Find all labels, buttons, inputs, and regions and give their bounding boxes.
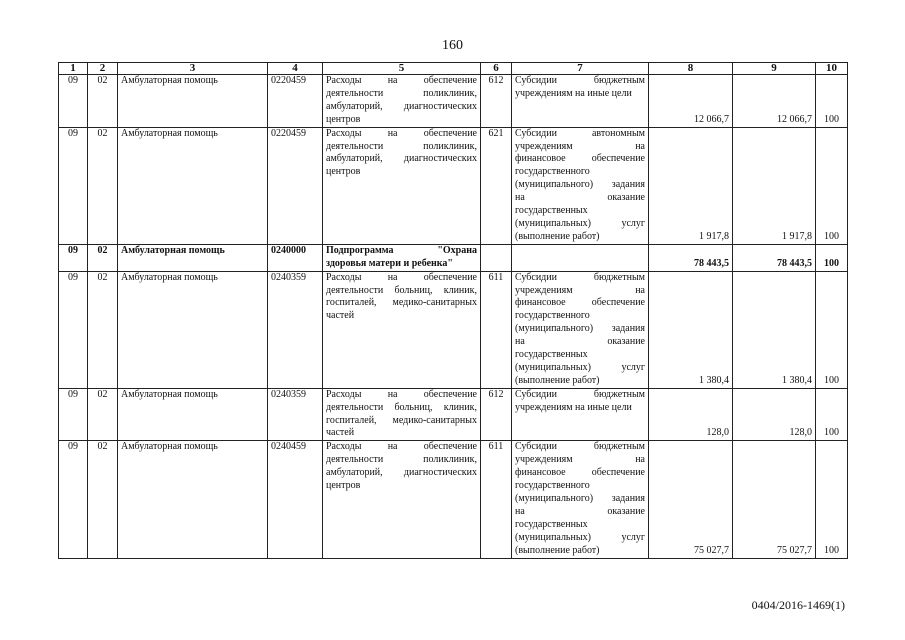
target-article-name-line: здоровья матери и ребенка" xyxy=(326,257,453,269)
target-article-name xyxy=(323,271,481,388)
planned-amount: 128,0 xyxy=(649,388,733,441)
expense-type-name-line: Субсидии бюджетным xyxy=(515,75,645,86)
table-row xyxy=(59,388,848,441)
expense-type-name-line: (муниципального) задания xyxy=(515,179,645,191)
expense-type-name-line: Субсидии бюджетным xyxy=(515,271,645,283)
target-article-name-line: Подпрограмма "Охрана xyxy=(326,244,477,256)
document-code: 0404/2016-1469(1) xyxy=(751,598,845,612)
expense-type-name-line: учреждениям на иные цели xyxy=(515,401,632,413)
expense-type-name-line: на оказание xyxy=(515,336,645,348)
table-row xyxy=(59,441,848,558)
column-header: 9 xyxy=(733,63,816,75)
target-article-code: 0220459 xyxy=(268,75,323,128)
planned-amount: 1 917,8 xyxy=(649,127,733,244)
planned-amount: 1 380,4 xyxy=(649,271,733,388)
expense-type-name-line: (муниципального) задания xyxy=(515,493,645,504)
target-article-name-line: частей xyxy=(326,310,355,322)
execution-percent: 100 xyxy=(816,271,848,388)
budget-table xyxy=(58,62,848,559)
target-article-name-line: деятельности больниц, клиник, xyxy=(326,401,477,413)
section-code: 09 xyxy=(59,441,88,558)
subsection-name: Амбулаторная помощь xyxy=(118,441,268,558)
expense-type-code: 621 xyxy=(481,127,512,244)
expense-type-name-line: на оказание xyxy=(515,192,645,204)
subsection-code: 02 xyxy=(88,75,118,128)
column-header: 6 xyxy=(481,63,512,75)
executed-amount: 128,0 xyxy=(733,388,816,441)
subsection-name: Амбулаторная помощь xyxy=(118,244,268,271)
table-row xyxy=(59,244,848,271)
target-article-name-line: центров xyxy=(326,113,361,125)
expense-type-name-line: учреждениям на xyxy=(515,284,645,296)
expense-type-name xyxy=(512,441,649,558)
column-header: 5 xyxy=(323,63,481,75)
target-article-name xyxy=(323,388,481,441)
target-article-code: 0240359 xyxy=(268,271,323,388)
expense-type-name-line: государственного xyxy=(515,166,590,178)
expense-type-name xyxy=(512,271,649,388)
expense-type-name-line: учреждениям на xyxy=(515,454,645,466)
expense-type-name xyxy=(512,75,649,128)
column-header: 10 xyxy=(816,63,848,75)
executed-amount: 1 380,4 xyxy=(733,271,816,388)
subsection-code: 02 xyxy=(88,244,118,271)
expense-type-name-line: (муниципального) задания xyxy=(515,323,645,335)
expense-type-code: 611 xyxy=(481,271,512,388)
target-article-name xyxy=(323,244,481,271)
column-header: 7 xyxy=(512,63,649,75)
target-article-name-line: госпиталей, медико-санитарных xyxy=(326,414,477,426)
expense-type-name-line: государственного xyxy=(515,310,590,322)
expense-type-name-line: финансовое обеспечение xyxy=(515,153,645,165)
expense-type-code: 612 xyxy=(481,388,512,441)
subsection-name: Амбулаторная помощь xyxy=(118,127,268,244)
expense-type-name xyxy=(512,244,649,271)
execution-percent: 100 xyxy=(816,244,848,271)
header-row xyxy=(59,63,848,75)
table-row xyxy=(59,271,848,388)
execution-percent: 100 xyxy=(816,441,848,558)
planned-amount: 75 027,7 xyxy=(649,441,733,558)
expense-type-name-line: финансовое обеспечение xyxy=(515,297,645,309)
section-code: 09 xyxy=(59,388,88,441)
section-code: 09 xyxy=(59,271,88,388)
expense-type-name-line: государственных xyxy=(515,518,588,530)
expense-type-code xyxy=(481,244,512,271)
target-article-name-line: центров xyxy=(326,166,361,178)
expense-type-name-line: (муниципальных) услуг xyxy=(515,361,645,373)
expense-type-name-line: учреждениям на xyxy=(515,140,645,152)
target-article-name-line: Расходы на обеспечение xyxy=(326,441,477,453)
target-article-name-line: деятельности больниц, клиник, xyxy=(326,284,477,296)
executed-amount: 78 443,5 xyxy=(733,244,816,271)
planned-amount: 78 443,5 xyxy=(649,244,733,271)
target-article-name-line: Расходы на обеспечение xyxy=(326,271,477,283)
table-row xyxy=(59,75,848,128)
subsection-code: 02 xyxy=(88,271,118,388)
execution-percent: 100 xyxy=(816,127,848,244)
expense-type-name-line: на оказание xyxy=(515,505,645,517)
expense-type-code: 612 xyxy=(481,75,512,128)
expense-type-name-line: государственных xyxy=(515,349,588,361)
target-article-name-line: деятельности поликлиник, xyxy=(326,454,477,466)
expense-type-name-line: (выполнение работ) xyxy=(515,374,600,386)
page-number: 160 xyxy=(442,38,463,53)
expense-type-name-line: (муниципальных) услуг xyxy=(515,531,645,543)
expense-type-name-line: Субсидии бюджетным xyxy=(515,388,645,400)
target-article-name xyxy=(323,75,481,128)
subsection-code: 02 xyxy=(88,441,118,558)
column-header: 1 xyxy=(59,63,88,75)
column-header: 3 xyxy=(118,63,268,75)
expense-type-name-line: государственного xyxy=(515,480,590,492)
target-article-name-line: деятельности поликлиник, xyxy=(326,140,477,152)
expense-type-name xyxy=(512,127,649,244)
expense-type-name-line: учреждениям на иные цели xyxy=(515,87,632,99)
expense-type-name-line: (выполнение работ) xyxy=(515,230,600,242)
column-header: 2 xyxy=(88,63,118,75)
column-header: 8 xyxy=(649,63,733,75)
expense-type-name xyxy=(512,388,649,441)
subsection-code: 02 xyxy=(88,388,118,441)
subsection-name: Амбулаторная помощь xyxy=(118,388,268,441)
section-code: 09 xyxy=(59,244,88,271)
target-article-name-line: Расходы на обеспечение xyxy=(326,75,477,86)
subsection-code: 02 xyxy=(88,127,118,244)
executed-amount: 1 917,8 xyxy=(733,127,816,244)
expense-type-name-line: (муниципальных) услуг xyxy=(515,217,645,229)
target-article-name-line: деятельности поликлиник, xyxy=(326,87,477,99)
target-article-name-line: амбулаторий, диагностических xyxy=(326,100,477,112)
expense-type-name-line: Субсидии бюджетным xyxy=(515,441,645,453)
expense-type-name-line: государственных xyxy=(515,205,588,217)
target-article-code: 0240000 xyxy=(268,244,323,271)
target-article-name-line: центров xyxy=(326,480,361,492)
subsection-name: Амбулаторная помощь xyxy=(118,75,268,128)
target-article-code: 0220459 xyxy=(268,127,323,244)
target-article-code: 0240459 xyxy=(268,441,323,558)
executed-amount: 75 027,7 xyxy=(733,441,816,558)
target-article-name-line: Расходы на обеспечение xyxy=(326,127,477,139)
target-article-name-line: амбулаторий, диагностических xyxy=(326,153,477,165)
target-article-name-line: амбулаторий, диагностических xyxy=(326,467,477,479)
expense-type-name-line: финансовое обеспечение xyxy=(515,467,645,479)
target-article-name-line: госпиталей, медико-санитарных xyxy=(326,297,477,309)
planned-amount: 12 066,7 xyxy=(649,75,733,128)
target-article-name xyxy=(323,441,481,558)
section-code: 09 xyxy=(59,127,88,244)
execution-percent: 100 xyxy=(816,388,848,441)
section-code: 09 xyxy=(59,75,88,128)
executed-amount: 12 066,7 xyxy=(733,75,816,128)
column-header: 4 xyxy=(268,63,323,75)
table-row xyxy=(59,127,848,244)
execution-percent: 100 xyxy=(816,75,848,128)
target-article-name xyxy=(323,127,481,244)
target-article-name-line: Расходы на обеспечение xyxy=(326,388,477,400)
target-article-code: 0240359 xyxy=(268,388,323,441)
target-article-name-line: частей xyxy=(326,427,355,439)
expense-type-name-line: (выполнение работ) xyxy=(515,544,600,556)
subsection-name: Амбулаторная помощь xyxy=(118,271,268,388)
expense-type-name-line: Субсидии автономным xyxy=(515,127,645,139)
expense-type-code: 611 xyxy=(481,441,512,558)
